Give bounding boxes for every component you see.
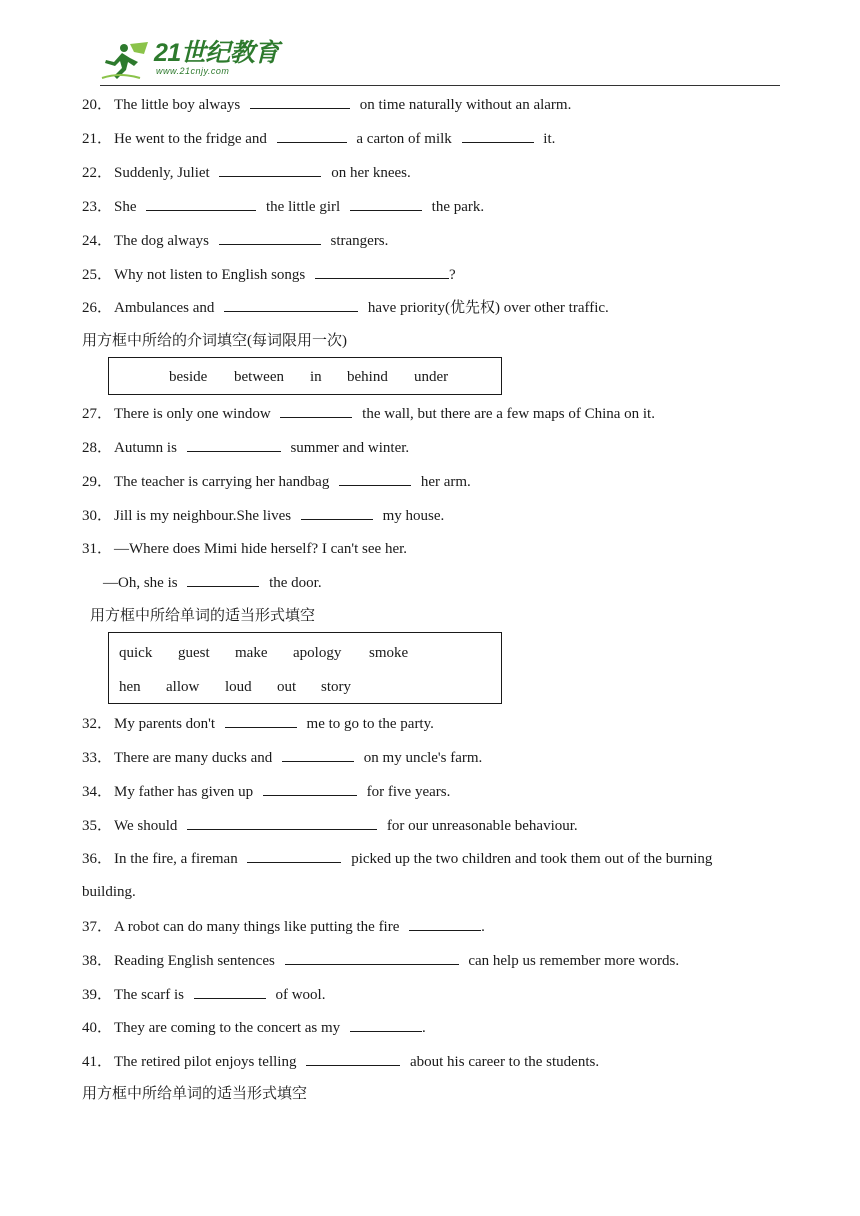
word-option: smoke <box>369 645 409 661</box>
question-26: 26． Ambulances and have priority(优先权) over other traffic. <box>82 300 609 316</box>
answer-blank[interactable] <box>409 917 481 931</box>
question-20: 20． The little boy always on time naturally without an alarm. <box>82 97 572 113</box>
question-25: 25． Why not listen to English songs ? <box>82 267 456 283</box>
question-40: 40． They are coming to the concert as my . <box>82 1020 426 1036</box>
preposition-word-box <box>108 357 502 395</box>
answer-blank[interactable] <box>350 1018 422 1032</box>
word-option: under <box>414 369 449 385</box>
word-option: apology <box>293 645 342 661</box>
section-instruction-prepositions: 用方框中所给的介词填空(每词限用一次) <box>82 333 347 349</box>
word-option: between <box>234 369 284 385</box>
question-22: 22． Suddenly, Juliet on her knees. <box>82 165 411 181</box>
word-option: in <box>310 369 322 385</box>
question-21: 21． He went to the fridge and a carton of milk it. <box>82 131 556 147</box>
runner-logo-icon <box>100 40 152 82</box>
answer-blank[interactable] <box>187 816 377 830</box>
answer-blank[interactable] <box>247 849 341 863</box>
answer-blank[interactable] <box>146 197 256 211</box>
question-24: 24． The dog always strangers. <box>82 233 389 249</box>
question-23: 23． She the little girl the park. <box>82 199 485 215</box>
question-39: 39． The scarf is of wool. <box>82 987 326 1003</box>
answer-blank[interactable] <box>301 506 373 520</box>
question-30: 30． Jill is my neighbour.She lives my house. <box>82 508 445 524</box>
word-option: guest <box>178 645 210 661</box>
question-27: 27． There is only one window the wall, but there are a few maps of China on it. <box>82 406 655 422</box>
logo-title: 21世纪教育 <box>154 39 279 67</box>
answer-blank[interactable] <box>350 197 422 211</box>
answer-blank[interactable] <box>462 129 534 143</box>
question-36-continued: building. <box>82 884 136 900</box>
word-option: hen <box>119 679 141 695</box>
answer-blank[interactable] <box>250 95 350 109</box>
answer-blank[interactable] <box>219 163 321 177</box>
answer-blank[interactable] <box>263 782 357 796</box>
answer-blank[interactable] <box>306 1052 400 1066</box>
answer-blank[interactable] <box>194 985 266 999</box>
logo-url: www.21cnjy.com <box>156 66 230 76</box>
answer-blank[interactable] <box>315 265 449 279</box>
question-31: 31． —Where does Mimi hide herself? I can't see her. <box>82 541 408 557</box>
answer-blank[interactable] <box>187 438 281 452</box>
word-form-box <box>108 632 502 704</box>
question-37: 37． A robot can do many things like putting the fire . <box>82 919 485 935</box>
word-option: loud <box>225 679 252 695</box>
section-instruction-word-forms-2: 用方框中所给单词的适当形式填空 <box>82 1086 308 1102</box>
question-33: 33． There are many ducks and on my uncle's farm. <box>82 750 483 766</box>
question-28: 28． Autumn is summer and winter. <box>82 440 410 456</box>
logo <box>100 40 279 82</box>
word-option: out <box>277 679 297 695</box>
question-31-answer-line: —Oh, she is the door. <box>103 575 322 591</box>
answer-blank[interactable] <box>339 472 411 486</box>
header-divider <box>100 85 780 86</box>
answer-blank[interactable] <box>219 231 321 245</box>
answer-blank[interactable] <box>187 573 259 587</box>
word-option: quick <box>119 645 153 661</box>
question-38: 38． Reading English sentences can help us remember more words. <box>82 953 680 969</box>
answer-blank[interactable] <box>277 129 347 143</box>
answer-blank[interactable] <box>282 748 354 762</box>
question-29: 29． The teacher is carrying her handbag her arm. <box>82 474 471 490</box>
word-option: allow <box>166 679 200 695</box>
question-36: 36． In the fire, a fireman picked up the two children and took them out of the burning <box>82 851 713 867</box>
word-option: make <box>235 645 268 661</box>
section-instruction-word-forms: 用方框中所给单词的适当形式填空 <box>90 608 316 624</box>
word-option: story <box>321 679 351 695</box>
question-35: 35． We should for our unreasonable behaviour. <box>82 818 578 834</box>
word-option: behind <box>347 369 388 385</box>
answer-blank[interactable] <box>225 714 297 728</box>
question-41: 41． The retired pilot enjoys telling about his career to the students. <box>82 1054 600 1070</box>
answer-blank[interactable] <box>285 951 459 965</box>
answer-blank[interactable] <box>224 298 358 312</box>
page-header <box>100 38 780 88</box>
answer-blank[interactable] <box>280 404 352 418</box>
word-option: beside <box>169 369 208 385</box>
question-32: 32． My parents don't me to go to the party. <box>82 716 434 732</box>
question-34: 34． My father has given up for five years. <box>82 784 451 800</box>
